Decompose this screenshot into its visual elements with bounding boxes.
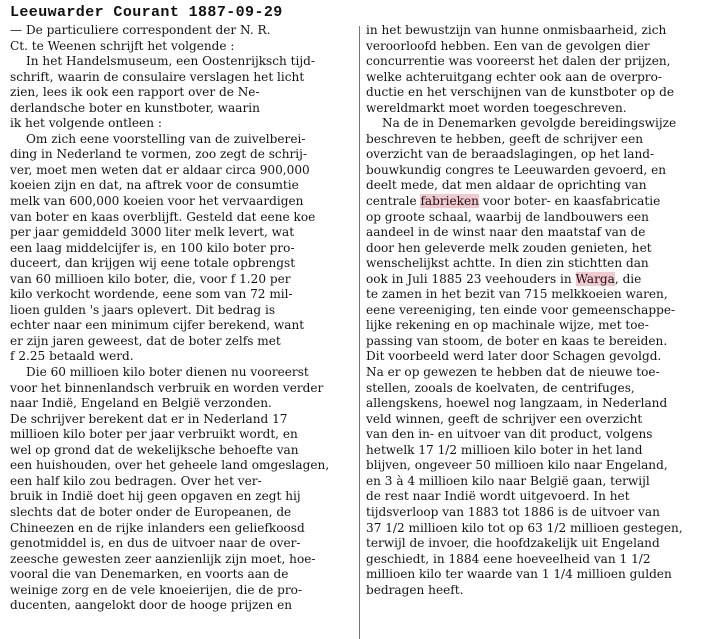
article-line: beschreven te hebben, geeft de schrijver een	[366, 131, 644, 146]
highlighted-term: fabrieken	[420, 194, 479, 209]
article-line: blijven, ongeveer 50 millioen kilo naar Engeland,	[366, 458, 668, 473]
article-line: 37 1/2 millioen kilo tot op 63 1/2 millioen gestegen,	[366, 520, 683, 535]
article-line: wenschelijkst achtte. In dien zin stichtten dan	[366, 256, 649, 271]
article-line: tijdsverloop van 1883 tot 1886 is de uitvoer van	[366, 504, 660, 519]
article-line: overzicht van de beraadslagingen, op het land-	[366, 147, 655, 162]
article-line: wel op grond dat de wekelijksche behoefte van	[10, 442, 299, 457]
article-line: Ct. te Weenen schrijft het volgende :	[10, 38, 235, 53]
article-line: In het Handelsmuseum, een Oostenrijksch tijd-	[26, 54, 315, 69]
article-line: op groote schaal, waarbij de landbouwers een	[366, 209, 649, 224]
article-line: eene vereeniging, ten einde voor gemeenschappe-	[366, 302, 676, 317]
article-line: voor het binnenlandsch verbruik en worden verder	[10, 380, 324, 395]
article-line: Die 60 millioen kilo boter dienen nu vooreerst	[26, 365, 309, 380]
article-line: veld winnen, geeft de schrijver een overzicht	[366, 411, 643, 426]
article-line: van boter en kaas overblijft. Gesteld dat eene koe	[10, 209, 316, 224]
article-line: passing van stoom, de boter en kaas te bereiden.	[366, 333, 668, 348]
article-line: Na er op gewezen te hebben dat de nieuwe toe-	[366, 365, 660, 380]
article-line: geschiedt, in 1884 eene hoeveelheid van 1 1/2	[366, 551, 651, 566]
article-line: slechts dat de boter onder de Europeanen, de	[10, 504, 292, 519]
article-line: allengskens, hoewel nog langzaam, in Nederland	[366, 396, 668, 411]
article-line: millioen kilo ter waarde van 1 1/4 millioen gulden	[366, 567, 672, 582]
article-line: ducenten, aangelokt door de hooge prijzen en	[10, 598, 293, 613]
article-line: door hen geleverde melk zouden genieten, het	[366, 240, 652, 255]
article-line: centrale fabrieken voor boter- en kaasfabricatie	[366, 194, 661, 209]
article-line: deelt mede, dat men aldaar de oprichting van	[366, 178, 647, 193]
article-line: koeien zijn en dat, na aftrek voor de consumtie	[10, 178, 299, 193]
article-line: Om zich eene voorstelling van de zuivelberei-	[26, 131, 306, 146]
article-column-left	[10, 23, 356, 639]
article-line: De schrijver berekent dat er in Nederland 17	[10, 411, 288, 426]
article-line: de rest naar Indië wordt uitgevoerd. In het	[366, 489, 630, 504]
article-line: en 3 à 4 millioen kilo naar België gaan, terwijl	[366, 473, 650, 488]
article-line: een huishouden, over het geheele land omgeslagen,	[10, 458, 330, 473]
article-line: zien, lees ik ook een rapport over de Ne-	[10, 85, 260, 100]
article-line: genotmiddel is, en dus de uitvoer naar de over-	[10, 536, 301, 551]
article-line: terwijl de invoer, die hoofdzakelijk uit Engeland	[366, 536, 660, 551]
column-divider	[359, 26, 360, 639]
article-line: bedragen heeft.	[366, 582, 464, 597]
article-line: hetwelk 17 1/2 millioen kilo boter in het land	[366, 442, 643, 457]
article-line: lioen gulden 's jaars oplevert. Dit bedrag is	[10, 302, 276, 317]
article-line: weinige zorg en de vele knoeierijen, die de pro-	[10, 582, 303, 597]
article-line: schrift, waarin de consulaire verslagen het licht	[10, 69, 305, 84]
article-line: duceert, dan krijgen wij eene totale opbrengst	[10, 256, 296, 271]
article-line: van den in- en uitvoer van dit product, volgens	[366, 427, 653, 442]
article-line: in het bewustzijn van hunne onmisbaarheid, zich	[366, 23, 667, 37]
article-line: echter naar een minimum cijfer berekend, want	[10, 318, 305, 333]
article-line: kilo verkocht wordende, eene som van 72 mil-	[10, 287, 293, 302]
article-line: welke achteruitgang echter ook aan de overpro-	[366, 69, 662, 84]
article-line: Dit voorbeeld werd later door Schagen gevolgd.	[366, 349, 662, 364]
article-line: millioen kilo boter per jaar verbruikt wordt, en	[10, 427, 298, 442]
article-line: veroorloofd hebben. Een van de gevolgen dier	[366, 38, 650, 53]
article-line: derlandsche boter en kunstboter, waarin	[10, 100, 260, 115]
highlighted-term: Warga	[575, 271, 615, 286]
article-line: lijke rekening en op machinale wijze, met toe-	[366, 318, 649, 333]
article-line: vooral die van Denemarken, en voorts aan de	[10, 567, 289, 582]
newspaper-title: Leeuwarder Courant 1887-09-29	[10, 4, 283, 21]
article-line: concurrentie was vooreerst het dalen der prijzen,	[366, 54, 671, 69]
article-line: te zamen in het bezit van 715 melkkoeien waren,	[366, 287, 668, 302]
article-line: bouwkundig congres te Leeuwarden gevoerd, en	[366, 162, 667, 177]
article-line: er zijn jaren geweest, dat de boter zelfs met	[10, 333, 281, 348]
article-line: zeesche gewesten zeer aanzienlijk zijn moet, hoe-	[10, 551, 316, 566]
article-line: aandeel in de winst naar den maatstaf van de	[366, 225, 646, 240]
article-line: ik het volgende ontleen :	[10, 116, 162, 131]
article-line: een half kilo zou bedragen. Over het ver-	[10, 473, 262, 488]
article-line: stellen, zooals de koelvaten, de centrifuges,	[366, 380, 635, 395]
article-line: een laag middelcijfer is, en 100 kilo boter pro-	[10, 240, 295, 255]
article-line: Na de in Denemarken gevolgde bereidingswijze	[382, 116, 677, 131]
article-line: van 60 millioen kilo boter, die, voor f 1.20 per	[10, 271, 291, 286]
article-line: naar Indië, Engeland en België verzonden.	[10, 396, 272, 411]
article-line: ductie en het verschijnen van de kunstboter op de	[366, 85, 675, 100]
article-line: melk van 600,000 koeien voor het vervaardigen	[10, 194, 304, 209]
article-line: bruik in Indië doet hij geen opgaven en zegt hij	[10, 489, 301, 504]
article-line: — De particuliere correspondent der N. R.	[10, 23, 271, 37]
article-line: ver, moet men weten dat er aldaar circa 900,000	[10, 162, 310, 177]
article-line: wereldmarkt moet worden toegeschreven.	[366, 100, 627, 115]
article-line: Chineezen en de rijke inlanders een geliefkoosd	[10, 520, 305, 535]
article-column-right	[366, 23, 708, 639]
article-line: ook in Juli 1885 23 veehouders in Warga, die	[366, 271, 642, 286]
article-line: f 2.25 betaald werd.	[10, 349, 134, 364]
article-line: ding in Nederland te vormen, zoo zegt de schrij-	[10, 147, 307, 162]
article-line: per jaar gemiddeld 3000 liter melk levert, wat	[10, 225, 295, 240]
